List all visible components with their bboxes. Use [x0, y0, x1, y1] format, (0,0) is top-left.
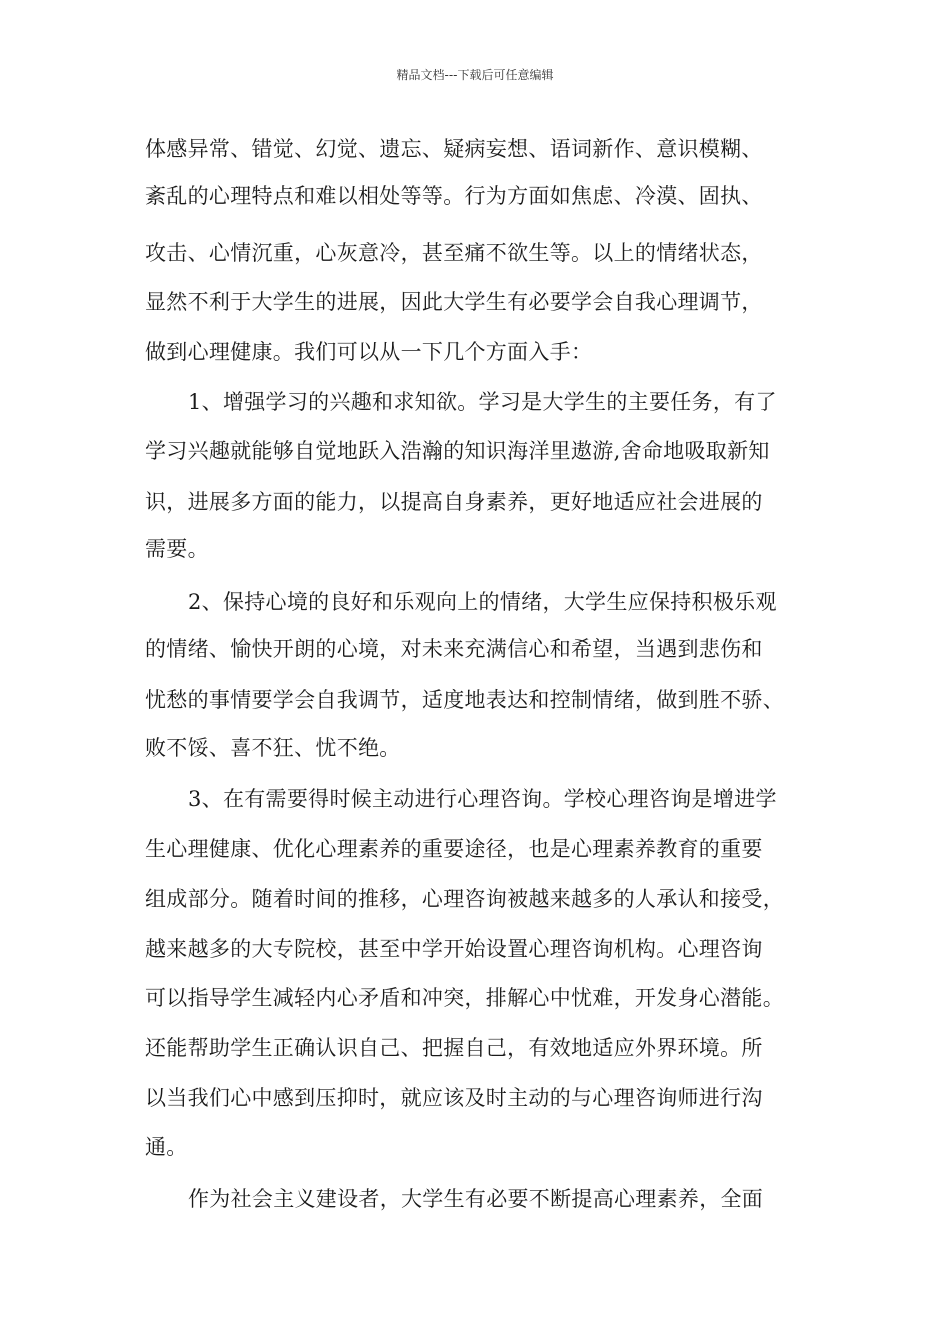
text-line: 可以指导学生减轻内心矛盾和冲突，排解心中忧难，开发身心潜能。: [145, 986, 784, 1010]
text-line: 识，进展多方面的能力，以提高自身素养，更好地适应社会进展的: [145, 490, 763, 514]
text-line: 组成部分。随着时间的推移，心理咨询被越来越多的人承认和接受，: [145, 887, 784, 911]
text-line: 紊乱的心理特点和难以相处等等。行为方面如焦虑、冷漠、固执、: [145, 184, 763, 208]
text-line: 还能帮助学生正确认识自己、把握自己，有效地适应外界环境。所: [145, 1036, 763, 1060]
text-line: 显然不利于大学生的进展，因此大学生有必要学会自我心理调节，: [145, 290, 763, 314]
text-line: 学习兴趣就能够自觉地跃入浩瀚的知识海洋里遨游,舍命地吸取新知: [145, 439, 770, 463]
text-line: 败不馁、喜不狂、忧不绝。: [145, 736, 401, 760]
page-header: 精品文档---下载后可任意编辑: [396, 68, 554, 82]
text-line: 以当我们心中感到压抑时，就应该及时主动的与心理咨询师进行沟: [145, 1086, 763, 1110]
text-line: 生心理健康、优化心理素养的重要途径，也是心理素养教育的重要: [145, 837, 763, 861]
text-line: 越来越多的大专院校，甚至中学开始设置心理咨询机构。心理咨询: [145, 937, 763, 961]
text-line: 1、增强学习的兴趣和求知欲。学习是大学生的主要任务，有了: [188, 390, 777, 414]
text-line: 的情绪、愉快开朗的心境，对未来充满信心和希望，当遇到悲伤和: [145, 637, 763, 661]
text-line: 忧愁的事情要学会自我调节，适度地表达和控制情绪，做到胜不骄、: [145, 688, 784, 712]
text-line: 体感异常、错觉、幻觉、遗忘、疑病妄想、语词新作、意识模糊、: [145, 137, 763, 161]
text-line: 做到心理健康。我们可以从一下几个方面入手：: [145, 340, 593, 364]
text-line: 2、保持心境的良好和乐观向上的情绪，大学生应保持积极乐观: [188, 590, 777, 614]
text-line: 通。: [145, 1135, 188, 1159]
text-line: 需要。: [145, 537, 209, 561]
text-line: 攻击、心情沉重，心灰意冷，甚至痛不欲生等。以上的情绪状态，: [145, 241, 763, 265]
text-line: 3、在有需要得时候主动进行心理咨询。学校心理咨询是增进学: [188, 787, 777, 811]
text-line: 作为社会主义建设者，大学生有必要不断提高心理素养，全面: [188, 1187, 764, 1211]
